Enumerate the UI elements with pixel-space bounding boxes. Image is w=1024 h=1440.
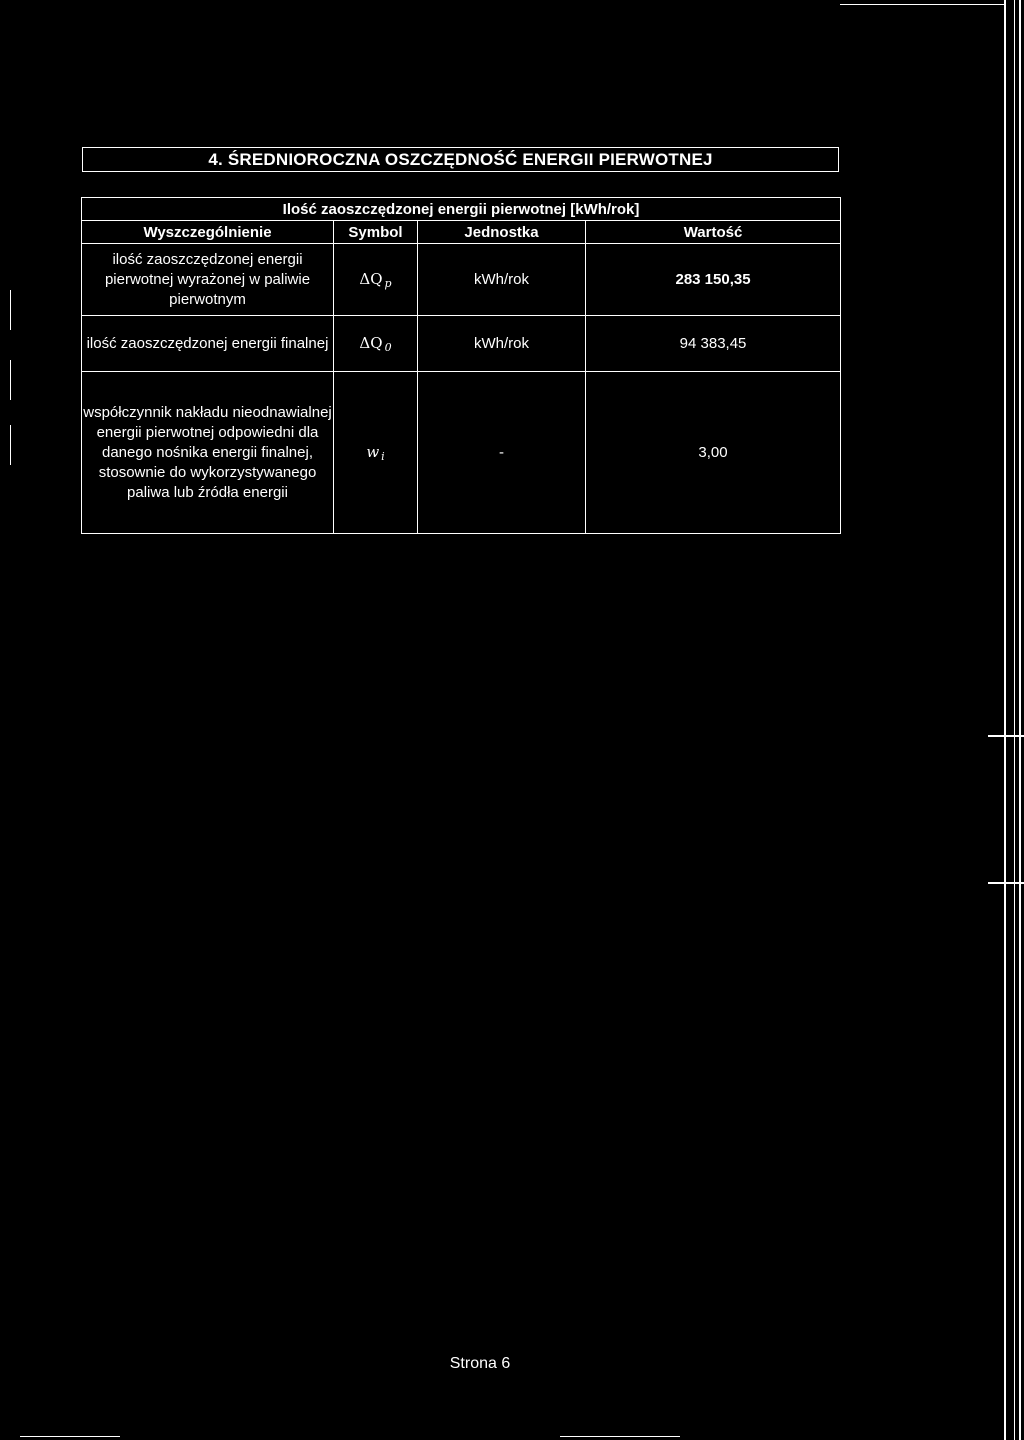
symbol-subscript: p [384, 276, 392, 290]
table-row [82, 372, 841, 534]
section-title: 4. ŚREDNIOROCZNA OSZCZĘDNOŚĆ ENERGII PIERWOTNEJ [82, 147, 839, 172]
table-row [82, 244, 841, 316]
row-value: 3,00 [586, 372, 841, 534]
scan-artifact [10, 290, 11, 330]
scan-artifact [840, 4, 1004, 5]
scan-artifact [1004, 0, 1006, 1440]
row-symbol [334, 372, 418, 534]
column-header-value: Wartość [586, 221, 841, 244]
scan-artifact [988, 882, 1024, 884]
column-header-description: Wyszczególnienie [82, 221, 334, 244]
column-header-unit: Jednostka [418, 221, 586, 244]
row-value: 283 150,35 [586, 244, 841, 316]
symbol-subscript: 0 [384, 340, 392, 354]
column-header-symbol: Symbol [334, 221, 418, 244]
row-unit: kWh/rok [418, 316, 586, 372]
row-value: 94 383,45 [586, 316, 841, 372]
scan-artifact [10, 360, 11, 400]
scan-artifact [1014, 0, 1015, 1440]
row-symbol [334, 244, 418, 316]
scan-artifact [560, 1436, 680, 1437]
page-number: Strona 6 [449, 1355, 511, 1372]
row-symbol [334, 316, 418, 372]
row-description: współczynnik nakładu nieodnawialnej energii pierwotnej odpowiedni dla danego nośnika energii finalnej, stosownie do wykorzystywanego paliwa lub źródła energii [82, 372, 334, 534]
row-unit: - [418, 372, 586, 534]
primary-energy-savings-table [81, 197, 841, 534]
row-description: ilość zaoszczędzonej energii finalnej [82, 316, 334, 372]
symbol-main: ΔQ [359, 269, 383, 288]
row-description: ilość zaoszczędzonej energii pierwotnej wyrażonej w paliwie pierwotnym [82, 244, 334, 316]
symbol-main: w [366, 442, 380, 461]
row-unit: kWh/rok [418, 244, 586, 316]
scan-artifact [20, 1436, 120, 1437]
symbol-subscript: i [381, 449, 385, 463]
scan-artifact [988, 735, 1024, 737]
scan-artifact [1019, 0, 1021, 1440]
scan-artifact [10, 425, 11, 465]
table-row [82, 316, 841, 372]
table-caption: Ilość zaoszczędzonej energii pierwotnej [kWh/rok] [82, 198, 841, 221]
symbol-main: ΔQ [359, 333, 383, 352]
